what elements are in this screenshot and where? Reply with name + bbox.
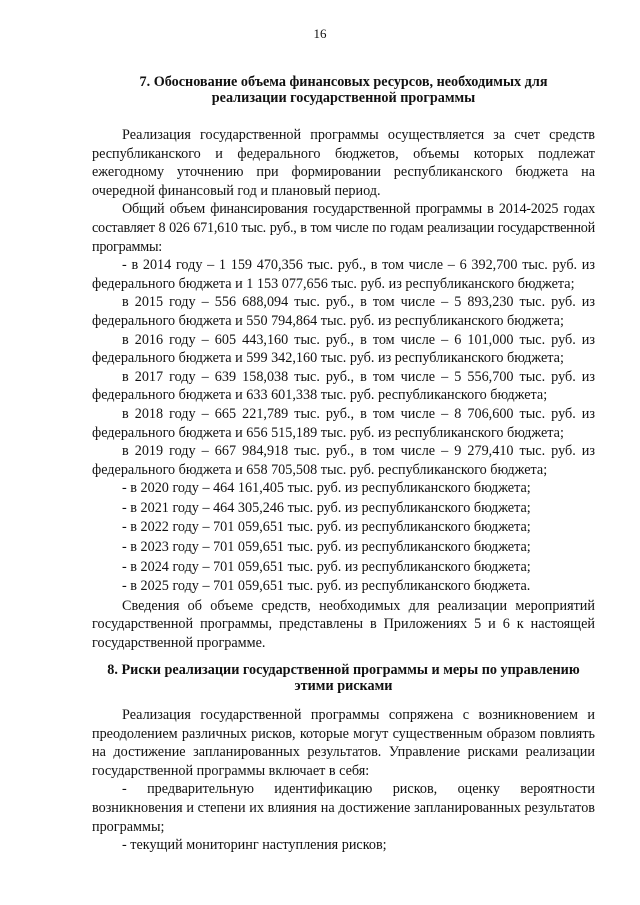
section-8-paragraph-1: Реализация государственной программы сопряжена с возникновением и преодолением различных рисков, которые могут существенным образом повлиять на достижение запланированных результатов. Управление рисками реализации государственной программы включает в себя: bbox=[92, 707, 595, 779]
page-number: 16 bbox=[313, 26, 327, 41]
year-item-2015: в 2015 году – 556 688,094 тыс. руб., в том числе – 5 893,230 тыс. руб. из федерального бюджета и 550 794,864 тыс. руб. из республиканского бюджета; bbox=[92, 294, 595, 329]
year-item-2016: в 2016 году – 605 443,160 тыс. руб., в том числе – 6 101,000 тыс. руб. из федерального бюджета и 599 342,160 тыс. руб. из республиканского бюджета; bbox=[92, 331, 595, 367]
section-7-paragraph-2: Общий объем финансирования государственной программы в 2014-2025 годах составляет 8 026 671,610 тыс. руб., в том числе по годам реализации государственной программы: bbox=[92, 201, 595, 255]
section-7-paragraph-1: Реализация государственной программы осуществляется за счет средств республиканского и федерального бюджетов, объемы которых подлежат ежегодному уточнению при формировании республиканского бюджета на очередной финансовый год и плановый период. bbox=[92, 127, 595, 199]
list-item-2021: - в 2021 году – 464 305,246 тыс. руб. из республиканского бюджета; bbox=[122, 499, 531, 516]
section-7-paragraph-3: Сведения об объеме средств, необходимых для реализации мероприятий государственной программы, представлены в Приложениях 5 и 6 к настоящей государственной программе. bbox=[92, 597, 595, 652]
section-8-heading bbox=[92, 662, 595, 694]
section-7-title-line-1: 7. Обоснование объема финансовых ресурсов, необходимых для bbox=[139, 74, 548, 90]
section-7-title-line-2: реализации государственной программы bbox=[211, 90, 476, 106]
section-8-body bbox=[92, 706, 595, 855]
list-item-2022: - в 2022 году – 701 059,651 тыс. руб. из республиканского бюджета; bbox=[122, 519, 531, 536]
republican-budget-list bbox=[92, 479, 595, 597]
year-item-2018: в 2018 году – 665 221,789 тыс. руб., в том числе – 8 706,600 тыс. руб. из федерального бюджета и 656 515,189 тыс. руб. из республиканского бюджета; bbox=[92, 405, 595, 441]
list-item-2023: - в 2023 году – 701 059,651 тыс. руб. из республиканского бюджета; bbox=[122, 539, 531, 556]
year-item-2014: - в 2014 году – 1 159 470,356 тыс. руб., в том числе – 6 392,700 тыс. руб. из федерального бюджета и 1 153 077,656 тыс. руб. из республиканского бюджета; bbox=[92, 257, 595, 292]
section-8-item-2: - текущий мониторинг наступления рисков; bbox=[122, 837, 387, 854]
section-7-body bbox=[92, 126, 595, 653]
section-7-heading bbox=[92, 74, 595, 106]
year-item-2017: в 2017 году – 639 158,038 тыс. руб., в том числе – 5 556,700 тыс. руб. из федерального бюджета и 633 601,338 тыс. руб. республиканского бюджета; bbox=[92, 368, 595, 404]
list-item-2024: - в 2024 году – 701 059,651 тыс. руб. из республиканского бюджета; bbox=[122, 558, 531, 575]
list-item-2025: - в 2025 году – 701 059,651 тыс. руб. из республиканского бюджета. bbox=[122, 578, 531, 595]
list-item-2020: - в 2020 году – 464 161,405 тыс. руб. из республиканского бюджета; bbox=[122, 480, 531, 497]
section-8-title-line-2: этими рисками bbox=[294, 678, 393, 694]
section-8-item-1: - предварительную идентификацию рисков, оценку вероятности возникновения и степени их влияния на достижение запланированных результатов программы; bbox=[92, 781, 595, 835]
year-item-2019: в 2019 году – 667 984,918 тыс. руб., в том числе – 9 279,410 тыс. руб. из федерального бюджета и 658 705,508 тыс. руб. республиканского бюджета; bbox=[92, 443, 595, 478]
section-8-title-line-1: 8. Риски реализации государственной программы и меры по управлению bbox=[107, 662, 580, 678]
